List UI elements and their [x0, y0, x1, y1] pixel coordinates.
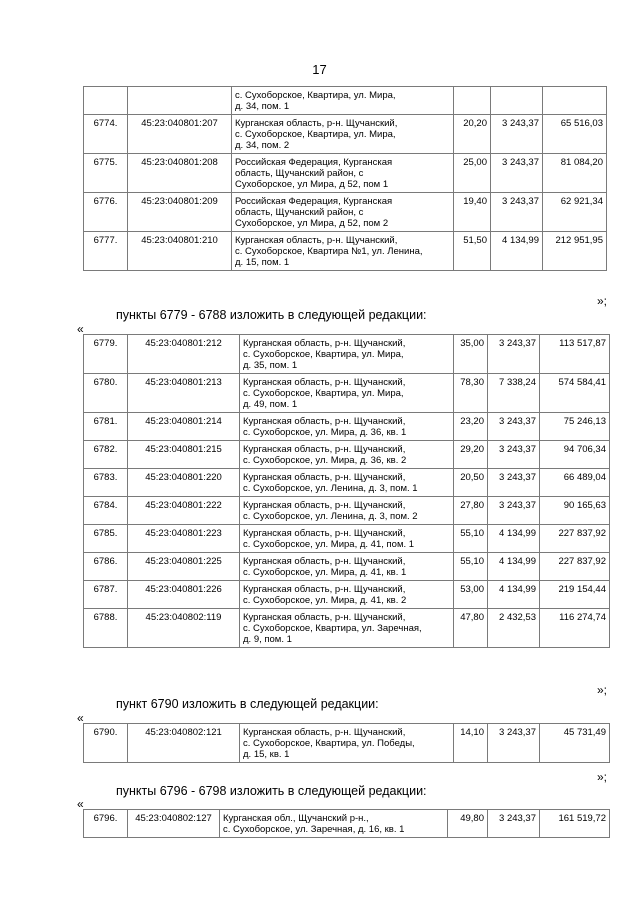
area-cell: 35,00 — [454, 335, 488, 374]
area-cell: 25,00 — [454, 154, 491, 193]
table-row — [84, 154, 607, 193]
row-number-cell: 6780. — [84, 374, 128, 413]
cadastral-cost-cell: 75 246,13 — [540, 413, 610, 441]
cadastral-number-cell: 45:23:040801:220 — [128, 469, 240, 497]
table-body — [84, 335, 610, 648]
row-number-cell: 6775. — [84, 154, 128, 193]
row-number-cell: 6777. — [84, 232, 128, 271]
row-number-cell: 6787. — [84, 581, 128, 609]
address-cell: Курганская область, р-н. Щучанский, с. Сухоборское, Квартира, ул. Мира, д. 34, пом. 2 — [232, 115, 454, 154]
table-body — [84, 724, 610, 763]
cadastral-number-cell: 45:23:040801:207 — [128, 115, 232, 154]
table-row — [84, 87, 607, 115]
property-table-2 — [83, 334, 610, 648]
address-cell: Курганская область, р-н. Щучанский, с. Сухоборское, ул. Мира, д. 36, кв. 1 — [240, 413, 454, 441]
table-row — [84, 469, 610, 497]
area-cell: 14,10 — [454, 724, 488, 763]
row-number-cell: 6774. — [84, 115, 128, 154]
table-row — [84, 525, 610, 553]
cadastral-cost-cell: 161 519,72 — [540, 810, 610, 838]
cadastral-cost-cell: 65 516,03 — [543, 115, 607, 154]
cadastral-cost-cell — [543, 87, 607, 115]
address-cell: Курганская область, р-н. Щучанский, с. Сухоборское, Квартира, ул. Победы, д. 15, кв. 1 — [240, 724, 454, 763]
row-number-cell: 6781. — [84, 413, 128, 441]
address-cell: Курганская область, р-н. Щучанский, с. Сухоборское, Квартира, ул. Мира, д. 35, пом. 1 — [240, 335, 454, 374]
cadastral-number-cell: 45:23:040801:223 — [128, 525, 240, 553]
row-number-cell: 6796. — [84, 810, 128, 838]
area-cell: 23,20 — [454, 413, 488, 441]
table-row — [84, 374, 610, 413]
row-number-cell: 6790. — [84, 724, 128, 763]
table-row — [84, 335, 610, 374]
row-number-cell: 6776. — [84, 193, 128, 232]
cadastral-cost-cell: 212 951,95 — [543, 232, 607, 271]
address-cell: Курганская область, р-н. Щучанский, с. Сухоборское, ул. Ленина, д. 3, пом. 2 — [240, 497, 454, 525]
cadastral-number-cell: 45:23:040801:210 — [128, 232, 232, 271]
address-cell: Курганская область, р-н. Щучанский, с. Сухоборское, ул. Мира, д. 41, кв. 2 — [240, 581, 454, 609]
row-number-cell — [84, 87, 128, 115]
table-body — [84, 87, 607, 271]
cadastral-number-cell: 45:23:040801:212 — [128, 335, 240, 374]
table-row — [84, 609, 610, 648]
cadastral-number-cell: 45:23:040801:222 — [128, 497, 240, 525]
rate-cell: 3 243,37 — [488, 810, 540, 838]
area-cell: 29,20 — [454, 441, 488, 469]
address-cell: Курганская область, р-н. Щучанский, с. Сухоборское, ул. Ленина, д. 3, пом. 1 — [240, 469, 454, 497]
opening-quote: « — [77, 797, 84, 811]
property-table-4 — [83, 809, 610, 838]
address-cell: Курганская обл., Щучанский р-н., с. Сухоборское, ул. Заречная, д. 16, кв. 1 — [220, 810, 448, 838]
address-cell: Курганская область, р-н. Щучанский, с. Сухоборское, ул. Мира, д. 41, пом. 1 — [240, 525, 454, 553]
table-row — [84, 553, 610, 581]
address-cell: Курганская область, р-н. Щучанский, с. Сухоборское, ул. Мира, д. 41, кв. 1 — [240, 553, 454, 581]
cadastral-cost-cell: 113 517,87 — [540, 335, 610, 374]
rate-cell: 3 243,37 — [491, 154, 543, 193]
address-cell: Курганская область, р-н. Щучанский, с. Сухоборское, Квартира, ул. Заречная, д. 9, пом. 1 — [240, 609, 454, 648]
row-number-cell: 6779. — [84, 335, 128, 374]
address-cell: с. Сухоборское, Квартира, ул. Мира, д. 34, пом. 1 — [232, 87, 454, 115]
cadastral-number-cell: 45:23:040802:127 — [128, 810, 220, 838]
table-row — [84, 232, 607, 271]
table-row — [84, 193, 607, 232]
cadastral-number-cell: 45:23:040801:214 — [128, 413, 240, 441]
cadastral-cost-cell: 90 165,63 — [540, 497, 610, 525]
table-row — [84, 441, 610, 469]
cadastral-number-cell: 45:23:040802:119 — [128, 609, 240, 648]
table-row — [84, 115, 607, 154]
rate-cell: 3 243,37 — [488, 497, 540, 525]
cadastral-cost-cell: 227 837,92 — [540, 553, 610, 581]
closing-quote: »; — [597, 770, 608, 784]
rate-cell: 4 134,99 — [488, 525, 540, 553]
rate-cell: 4 134,99 — [488, 553, 540, 581]
cadastral-number-cell: 45:23:040801:225 — [128, 553, 240, 581]
address-cell: Российская Федерация, Курганская область, Щучанский район, с Сухоборское, ул Мира, д 52, пом 1 — [232, 154, 454, 193]
rate-cell: 3 243,37 — [491, 115, 543, 154]
section-intro-text: пункт 6790 изложить в следующей редакции: — [116, 697, 379, 711]
area-cell: 19,40 — [454, 193, 491, 232]
property-table-1 — [83, 86, 607, 271]
rate-cell — [491, 87, 543, 115]
cadastral-cost-cell: 62 921,34 — [543, 193, 607, 232]
address-cell: Курганская область, р-н. Щучанский, с. Сухоборское, Квартира, ул. Мира, д. 49, пом. 1 — [240, 374, 454, 413]
cadastral-number-cell: 45:23:040801:209 — [128, 193, 232, 232]
row-number-cell: 6783. — [84, 469, 128, 497]
cadastral-cost-cell: 66 489,04 — [540, 469, 610, 497]
table-row — [84, 581, 610, 609]
cadastral-number-cell: 45:23:040801:208 — [128, 154, 232, 193]
section-intro-text: пункты 6796 - 6798 изложить в следующей редакции: — [116, 784, 427, 798]
closing-quote: »; — [597, 683, 608, 697]
area-cell: 49,80 — [448, 810, 488, 838]
area-cell: 51,50 — [454, 232, 491, 271]
area-cell: 55,10 — [454, 553, 488, 581]
cadastral-cost-cell: 81 084,20 — [543, 154, 607, 193]
cadastral-cost-cell: 219 154,44 — [540, 581, 610, 609]
area-cell: 20,50 — [454, 469, 488, 497]
address-cell: Российская Федерация, Курганская область, Щучанский район, с Сухоборское, ул Мира, д 52, пом 2 — [232, 193, 454, 232]
address-cell: Курганская область, р-н. Щучанский, с. Сухоборское, ул. Мира, д. 36, кв. 2 — [240, 441, 454, 469]
rate-cell: 3 243,37 — [488, 724, 540, 763]
table-row — [84, 413, 610, 441]
rate-cell: 2 432,53 — [488, 609, 540, 648]
area-cell: 55,10 — [454, 525, 488, 553]
table-row — [84, 724, 610, 763]
area-cell: 27,80 — [454, 497, 488, 525]
row-number-cell: 6784. — [84, 497, 128, 525]
cadastral-cost-cell: 574 584,41 — [540, 374, 610, 413]
table-row — [84, 810, 610, 838]
cadastral-cost-cell: 116 274,74 — [540, 609, 610, 648]
rate-cell: 3 243,37 — [488, 335, 540, 374]
cadastral-number-cell — [128, 87, 232, 115]
table-body — [84, 810, 610, 838]
row-number-cell: 6788. — [84, 609, 128, 648]
rate-cell: 3 243,37 — [488, 441, 540, 469]
cadastral-cost-cell: 45 731,49 — [540, 724, 610, 763]
cadastral-number-cell: 45:23:040801:215 — [128, 441, 240, 469]
rate-cell: 4 134,99 — [491, 232, 543, 271]
opening-quote: « — [77, 322, 84, 336]
section-intro-text: пункты 6779 - 6788 изложить в следующей редакции: — [116, 308, 427, 322]
address-cell: Курганская область, р-н. Щучанский, с. Сухоборское, Квартира №1, ул. Ленина, д. 15, пом. 1 — [232, 232, 454, 271]
cadastral-cost-cell: 227 837,92 — [540, 525, 610, 553]
cadastral-cost-cell: 94 706,34 — [540, 441, 610, 469]
area-cell — [454, 87, 491, 115]
row-number-cell: 6786. — [84, 553, 128, 581]
closing-quote: »; — [597, 294, 608, 308]
rate-cell: 3 243,37 — [491, 193, 543, 232]
cadastral-number-cell: 45:23:040802:121 — [128, 724, 240, 763]
row-number-cell: 6782. — [84, 441, 128, 469]
area-cell: 78,30 — [454, 374, 488, 413]
rate-cell: 4 134,99 — [488, 581, 540, 609]
row-number-cell: 6785. — [84, 525, 128, 553]
area-cell: 47,80 — [454, 609, 488, 648]
rate-cell: 3 243,37 — [488, 469, 540, 497]
area-cell: 20,20 — [454, 115, 491, 154]
opening-quote: « — [77, 711, 84, 725]
page-number: 17 — [312, 62, 327, 77]
rate-cell: 7 338,24 — [488, 374, 540, 413]
cadastral-number-cell: 45:23:040801:226 — [128, 581, 240, 609]
rate-cell: 3 243,37 — [488, 413, 540, 441]
table-row — [84, 497, 610, 525]
cadastral-number-cell: 45:23:040801:213 — [128, 374, 240, 413]
area-cell: 53,00 — [454, 581, 488, 609]
property-table-3 — [83, 723, 610, 763]
